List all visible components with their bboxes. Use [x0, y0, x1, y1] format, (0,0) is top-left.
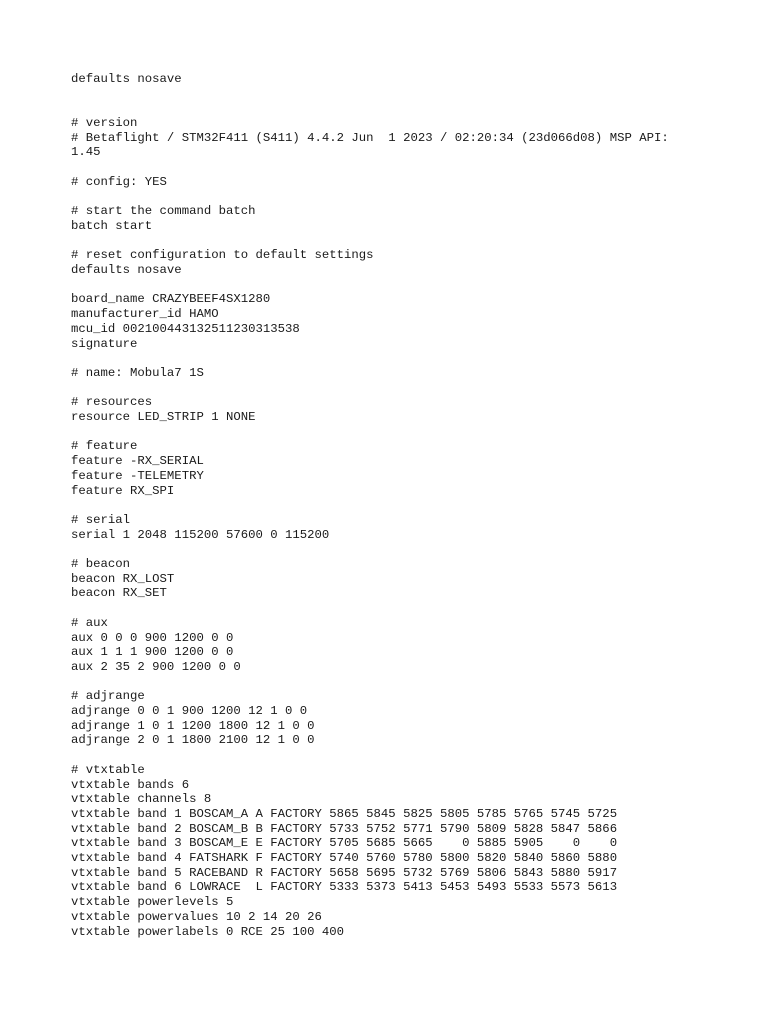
text-line	[71, 542, 751, 557]
text-line: vtxtable band 2 BOSCAM_B B FACTORY 5733 5752 5771 5790 5809 5828 5847 5866	[71, 821, 618, 836]
text-line: vtxtable powerlabels 0 RCE 25 100 400	[71, 924, 345, 939]
text-line: 1.45	[71, 145, 101, 160]
text-line: # aux	[71, 615, 108, 630]
text-line: board_name CRAZYBEEF4SX1280	[71, 292, 271, 307]
text-line: # resources	[71, 395, 153, 410]
text-line: vtxtable band 1 BOSCAM_A A FACTORY 5865 5845 5825 5805 5785 5765 5745 5725	[71, 806, 618, 821]
text-line: serial 1 2048 115200 57600 0 115200	[71, 527, 330, 542]
text-line: mcu_id 002100443132511230313538	[71, 321, 300, 336]
text-line: # start the command batch	[71, 204, 256, 219]
text-line	[71, 160, 751, 175]
text-line: defaults nosave	[71, 263, 182, 278]
text-line: batch start	[71, 218, 153, 233]
text-line: # reset configuration to default settings	[71, 248, 374, 263]
text-line: # adjrange	[71, 689, 145, 704]
text-line: adjrange 0 0 1 900 1200 12 1 0 0	[71, 704, 308, 719]
text-line: # Betaflight / STM32F411 (S411) 4.4.2 Jun 1 2023 / 02:20:34 (23d066d08) MSP API:	[71, 130, 669, 145]
text-line: manufacturer_id HAMO	[71, 307, 219, 322]
text-line: vtxtable band 5 RACEBAND R FACTORY 5658 5695 5732 5769 5806 5843 5880 5917	[71, 865, 618, 880]
text-line	[71, 190, 751, 205]
text-line: # beacon	[71, 557, 131, 572]
text-line	[71, 748, 751, 763]
text-line: beacon RX_SET	[71, 586, 167, 601]
text-line: feature -TELEMETRY	[71, 468, 204, 483]
text-line	[71, 351, 751, 366]
text-line: defaults nosave	[71, 72, 182, 86]
text-line: # serial	[71, 512, 131, 527]
text-line	[71, 425, 751, 440]
text-line: vtxtable band 4 FATSHARK F FACTORY 5740 5760 5780 5800 5820 5840 5860 5880	[71, 851, 618, 866]
text-line: beacon RX_LOST	[71, 571, 175, 586]
text-line	[71, 601, 751, 616]
text-line: feature RX_SPI	[71, 483, 175, 498]
text-line: vtxtable powerlevels 5	[71, 895, 234, 910]
text-line: adjrange 1 0 1 1200 1800 12 1 0 0	[71, 718, 315, 733]
text-line	[71, 498, 751, 513]
text-line: # feature	[71, 439, 138, 454]
text-line: vtxtable powervalues 10 2 14 20 26	[71, 909, 322, 924]
text-line: # version	[71, 116, 138, 131]
text-line	[71, 234, 751, 249]
text-line: aux 2 35 2 900 1200 0 0	[71, 659, 241, 674]
text-line: adjrange 2 0 1 1800 2100 12 1 0 0	[71, 733, 315, 748]
text-line	[71, 101, 751, 116]
text-line: aux 1 1 1 900 1200 0 0	[71, 645, 234, 660]
text-line	[71, 675, 751, 690]
text-line	[71, 87, 751, 102]
text-line: resource LED_STRIP 1 NONE	[71, 410, 256, 425]
text-line: feature -RX_SERIAL	[71, 454, 204, 469]
text-line: signature	[71, 336, 138, 351]
text-line: # vtxtable	[71, 762, 145, 777]
text-line: vtxtable bands 6	[71, 777, 190, 792]
text-line: # config: YES	[71, 174, 167, 189]
text-line	[71, 381, 751, 396]
config-dump-text	[71, 72, 751, 939]
text-line: aux 0 0 0 900 1200 0 0	[71, 630, 234, 645]
text-line	[71, 278, 751, 293]
text-line: vtxtable band 3 BOSCAM_E E FACTORY 5705 5685 5665 0 5885 5905 0 0	[71, 836, 618, 851]
text-line: # name: Mobula7 1S	[71, 365, 204, 380]
text-line: vtxtable channels 8	[71, 792, 212, 807]
text-line: vtxtable band 6 LOWRACE L FACTORY 5333 5373 5413 5453 5493 5533 5573 5613	[71, 880, 618, 895]
